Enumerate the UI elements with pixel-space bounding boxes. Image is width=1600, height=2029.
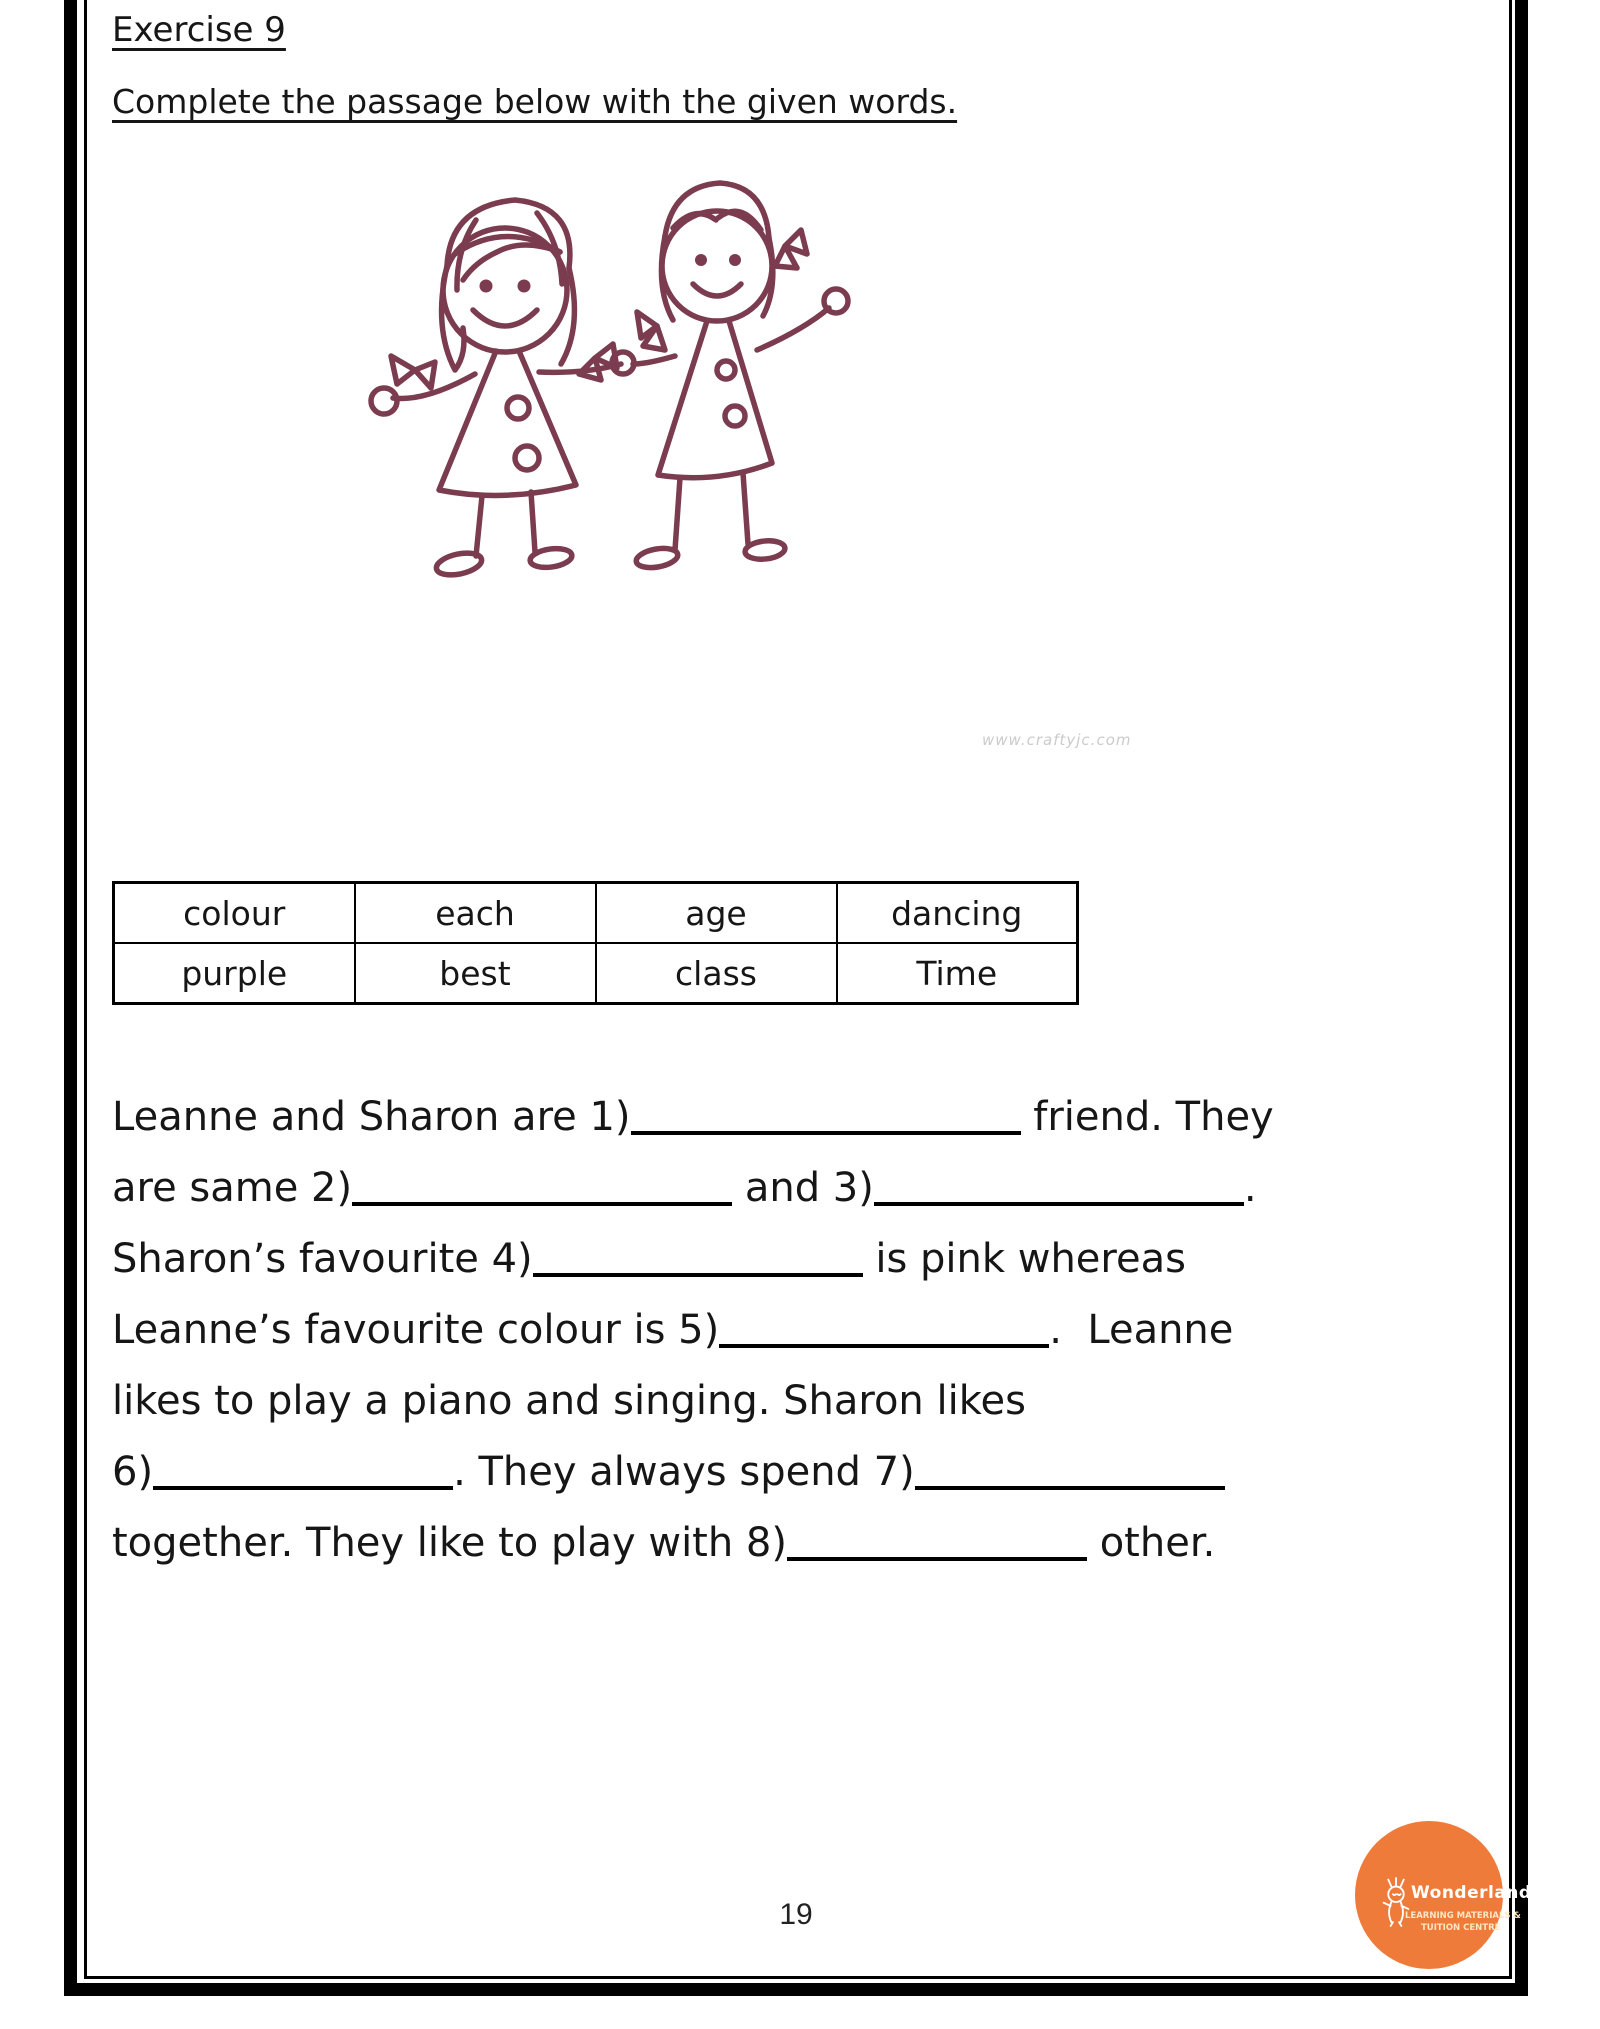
passage-text: . Leanne [1049,1307,1234,1353]
passage-line [112,1366,1512,1437]
passage-line [112,1082,1512,1153]
passage-text: are same 2) [112,1165,353,1211]
exercise-title: Exercise 9 [112,10,286,50]
wonderland-logo [1355,1821,1532,1969]
passage-text: together. They like to play with 8) [112,1520,787,1566]
passage-line [112,1153,1512,1224]
fill-in-passage [112,1082,1512,1579]
logo-tagline-line1: LEARNING MATERIALS & [1405,1911,1521,1921]
fill-blank [631,1097,1021,1135]
word-bank-cell: each [355,883,596,944]
word-bank-cell: age [596,883,837,944]
fill-blank [352,1168,732,1206]
word-bank-cell: Time [837,943,1078,1004]
passage-text: . [1243,1165,1257,1211]
passage-text: Leanne and Sharon are 1) [112,1094,631,1140]
fill-blank [787,1523,1087,1561]
passage-text: friend. They [1020,1094,1274,1140]
girls-doodle-svg [355,158,885,613]
passage-line [112,1224,1512,1295]
fill-blank [874,1168,1244,1206]
exercise-instruction: Complete the passage below with the given words. [112,82,958,121]
passage-text: Sharon’s favourite 4) [112,1236,533,1282]
logo-tagline-line2: TUITION CENTRE [1421,1923,1501,1933]
fill-blank [915,1452,1225,1490]
logo-mascot-icon [1379,1873,1413,1931]
word-bank-table [112,881,1079,1005]
fill-blank [719,1310,1049,1348]
passage-text: 6) [112,1449,154,1495]
two-girls-doodle-illustration [355,158,885,613]
passage-line [112,1437,1512,1508]
illustration-watermark: www.craftyjc.com [982,731,1132,749]
passage-text: other. [1086,1520,1216,1566]
word-bank-cell: purple [114,943,355,1004]
word-bank-row [114,943,1078,1004]
passage-text: . They always spend 7) [453,1449,915,1495]
word-bank-cell: dancing [837,883,1078,944]
logo-name: Wonderland [1411,1883,1532,1903]
fill-blank [153,1452,453,1490]
word-bank-cell: best [355,943,596,1004]
word-bank-body [114,883,1078,1004]
word-bank-cell: class [596,943,837,1004]
fill-blank [533,1239,863,1277]
passage-text: Leanne’s favourite colour is 5) [112,1307,720,1353]
passage-text: is pink whereas [862,1236,1186,1282]
word-bank-row [114,883,1078,944]
page-number: 19 [779,1898,813,1931]
passage-line [112,1295,1512,1366]
passage-text: likes to play a piano and singing. Sharon likes [112,1378,1026,1424]
passage-line [112,1508,1512,1579]
word-bank-cell: colour [114,883,355,944]
passage-text: and 3) [732,1165,874,1211]
